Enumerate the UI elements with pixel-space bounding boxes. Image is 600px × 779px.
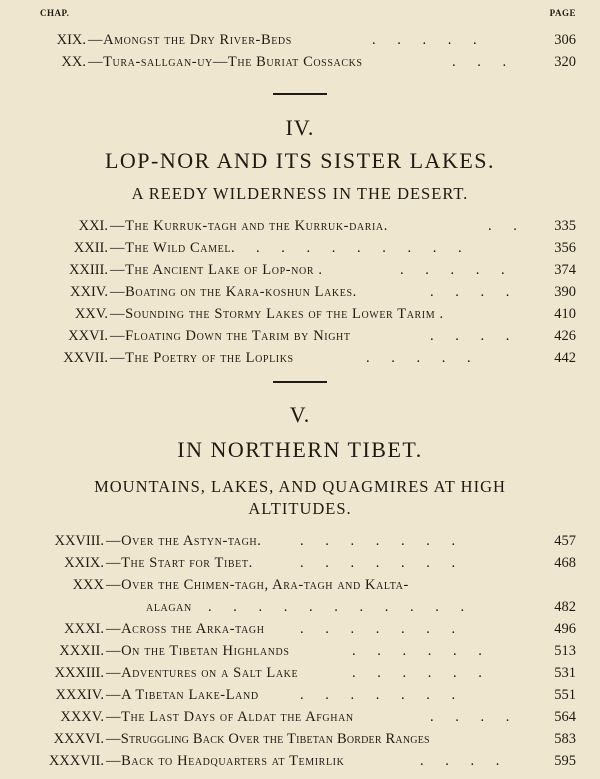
toc-entry bbox=[0, 731, 600, 753]
toc-entry bbox=[0, 32, 600, 54]
chapter-number: XXIII. bbox=[68, 262, 108, 278]
leader-dots: . . . . . . . . . . . bbox=[208, 599, 474, 615]
section-divider bbox=[273, 381, 327, 383]
toc-entry bbox=[0, 328, 600, 350]
leader-dots: . . . bbox=[452, 54, 516, 70]
part-number: IV. bbox=[285, 115, 315, 140]
toc-entry bbox=[0, 284, 600, 306]
toc-entry-continued bbox=[0, 599, 600, 621]
toc-entry bbox=[0, 555, 600, 577]
page-number: 442 bbox=[554, 350, 576, 366]
toc-entry bbox=[0, 577, 600, 599]
toc-entry bbox=[0, 218, 600, 240]
chapter-number: XXVIII. bbox=[54, 533, 104, 549]
part-title: IN NORTHERN TIBET. bbox=[177, 437, 423, 462]
page-number: 426 bbox=[554, 328, 576, 344]
page-column-label: PAGE bbox=[549, 8, 576, 18]
chapter-number: XXXIII. bbox=[54, 665, 104, 681]
page-number: 513 bbox=[554, 643, 576, 659]
chapter-title: —A Tibetan Lake-Land bbox=[106, 687, 259, 703]
chap-column-label: CHAP. bbox=[40, 8, 70, 18]
page-number: 595 bbox=[554, 753, 576, 769]
page-number: 531 bbox=[554, 665, 576, 681]
chapter-number: XXV. bbox=[74, 306, 108, 322]
chapter-number: XXIX. bbox=[64, 555, 104, 571]
leader-dots: . . . . . . . bbox=[300, 555, 465, 571]
toc-entry bbox=[0, 533, 600, 555]
chapter-number: XXX bbox=[72, 577, 104, 593]
leader-dots: . . . . . bbox=[400, 262, 514, 278]
chapter-title: —Sounding the Stormy Lakes of the Lower Tarim . bbox=[110, 306, 444, 322]
chapter-title: —Tura-sallgan-uy—The Buriat Cossacks bbox=[88, 54, 363, 70]
toc-entry bbox=[0, 621, 600, 643]
leader-dots: . . . . . bbox=[366, 350, 480, 366]
chapter-title: —Floating Down the Tarim by Night bbox=[110, 328, 351, 344]
chapter-title: —The Start for Tibet. bbox=[106, 555, 253, 571]
chapter-number: XX. bbox=[61, 54, 86, 70]
chapter-number: XXXVII. bbox=[48, 753, 104, 769]
chapter-title: —Adventures on a Salt Lake bbox=[106, 665, 299, 681]
chapter-number: XXXV. bbox=[60, 709, 104, 725]
page-number: 482 bbox=[554, 599, 576, 615]
toc-entry bbox=[0, 240, 600, 262]
leader-dots: . . . . bbox=[430, 328, 519, 344]
page-number: 306 bbox=[554, 32, 576, 48]
chapter-title: —The Poetry of the Lopliks bbox=[110, 350, 294, 366]
leader-dots: . . bbox=[488, 218, 526, 234]
chapter-title: —Struggling Back Over the Tibetan Border Ranges bbox=[106, 731, 430, 747]
chapter-title: —The Kurruk-tagh and the Kurruk-daria. bbox=[110, 218, 388, 234]
page-number: 374 bbox=[554, 262, 576, 278]
chapter-title: —Across the Arka-tagh bbox=[106, 621, 265, 637]
page-number: 410 bbox=[554, 306, 576, 322]
chapter-title-continued: alagan bbox=[146, 599, 192, 615]
toc-entry bbox=[0, 709, 600, 731]
chapter-title: —Over the Chimen-tagh, Ara-tagh and Kalta- bbox=[106, 577, 409, 593]
leader-dots: . . . . . . . bbox=[300, 533, 465, 549]
chapter-title: —On the Tibetan Highlands bbox=[106, 643, 290, 659]
page-number: 551 bbox=[554, 687, 576, 703]
page-number: 583 bbox=[554, 731, 576, 747]
page-number: 564 bbox=[554, 709, 576, 725]
part-subtitle-continued: ALTITUDES. bbox=[248, 499, 352, 518]
toc-entry bbox=[0, 753, 600, 775]
part-title: LOP-NOR AND ITS SISTER LAKES. bbox=[104, 148, 496, 173]
part-number: V. bbox=[289, 402, 311, 427]
page-number: 335 bbox=[554, 218, 576, 234]
chapter-number: XXXIV. bbox=[55, 687, 104, 703]
toc-entry bbox=[0, 350, 600, 372]
part-subtitle: MOUNTAINS, LAKES, AND QUAGMIRES AT HIGH bbox=[94, 477, 506, 496]
chapter-number: XIX. bbox=[56, 32, 86, 48]
leader-dots: . . . . . . . bbox=[300, 621, 465, 637]
leader-dots: . . . . . . . bbox=[300, 687, 465, 703]
chapter-number: XXII. bbox=[73, 240, 108, 256]
page-number: 320 bbox=[554, 54, 576, 70]
chapter-number: XXVI. bbox=[68, 328, 108, 344]
page-number: 390 bbox=[554, 284, 576, 300]
chapter-title: —Back to Headquarters at Temirlik bbox=[106, 753, 345, 769]
page-number: 496 bbox=[554, 621, 576, 637]
chapter-title: —The Last Days of Aldat the Afghan bbox=[106, 709, 354, 725]
chapter-title: —Over the Astyn-tagh. bbox=[106, 533, 262, 549]
leader-dots: . . . . bbox=[430, 709, 519, 725]
leader-dots: . . . . bbox=[430, 284, 519, 300]
chapter-number: XXXII. bbox=[59, 643, 104, 659]
chapter-number: XXVII. bbox=[63, 350, 108, 366]
chapter-title: —The Wild Camel. bbox=[110, 240, 236, 256]
section-divider bbox=[273, 93, 327, 95]
chapter-number: XXXI. bbox=[64, 621, 104, 637]
page-number: 468 bbox=[554, 555, 576, 571]
chapter-title: —Amongst the Dry River-Beds bbox=[88, 32, 292, 48]
leader-dots: . . . . bbox=[420, 753, 509, 769]
leader-dots: . . . . . . bbox=[352, 665, 491, 681]
toc-entry bbox=[0, 306, 600, 328]
leader-dots: . . . . . . . . . bbox=[256, 240, 471, 256]
toc-entry bbox=[0, 687, 600, 709]
chapter-number: XXXVI. bbox=[53, 731, 104, 747]
part-subtitle: A REEDY WILDERNESS IN THE DESERT. bbox=[131, 184, 469, 203]
chapter-number: XXIV. bbox=[70, 284, 108, 300]
chapter-title: —The Ancient Lake of Lop-nor . bbox=[110, 262, 323, 278]
toc-entry bbox=[0, 262, 600, 284]
toc-entry bbox=[0, 643, 600, 665]
chapter-title: —Boating on the Kara-koshun Lakes. bbox=[110, 284, 357, 300]
toc-entry bbox=[0, 54, 600, 76]
leader-dots: . . . . . . bbox=[352, 643, 491, 659]
toc-entry bbox=[0, 665, 600, 687]
chapter-number: XXI. bbox=[78, 218, 108, 234]
page-number: 356 bbox=[554, 240, 576, 256]
page-number: 457 bbox=[554, 533, 576, 549]
leader-dots: . . . . . bbox=[372, 32, 486, 48]
